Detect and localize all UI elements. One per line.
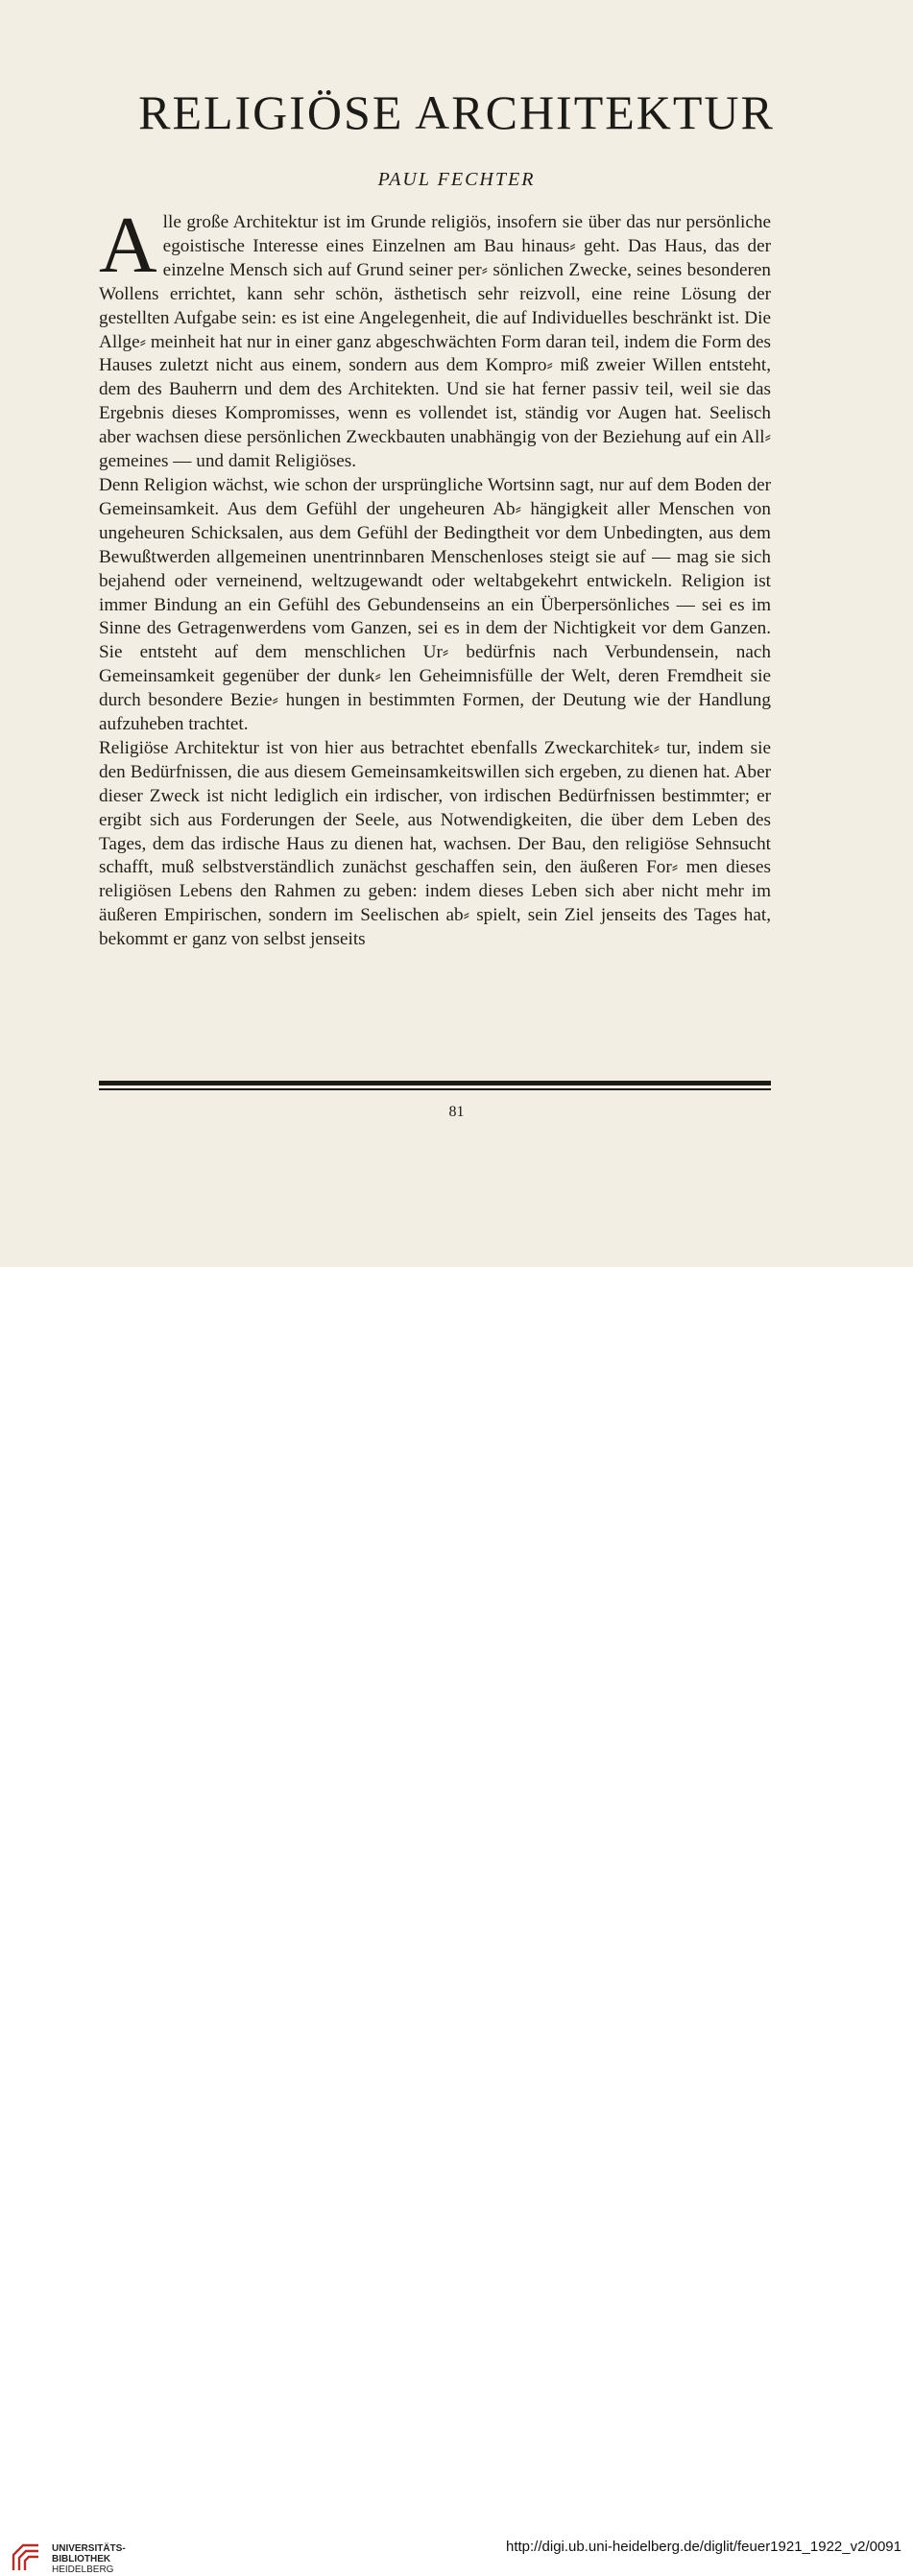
page-number: 81 (448, 1104, 465, 1120)
library-name[interactable] (52, 2543, 126, 2575)
paragraph-1 (99, 201, 771, 474)
paragraph-1-text: lle große Architektur ist im Grunde religiös, insofern sie über das nur persönliche egoistische Interesse eines Einzelnen am Bau hinaus⸗ geht. Das Haus, das der einzelne Mensch sich auf Grund seiner per⸗ sönlichen Zwecke, seines besonderen Wollens errichtet, kann sehr schön, ästhetisch sehr reizvoll, eine reine Lösung der gestellten Aufgabe sein: es ist eine Angelegenheit, die auf Individuelles beschränkt ist. Die Allge⸗ meinheit hat nur in einer ganz abgeschwächten Form daran teil, indem die Form des Hauses zuletzt nicht aus einem, sondern aus dem Kompro⸗ miß zweier Willen entsteht, dem des Bauherrn und dem des Architekten. Und sie hat ferner passiv teil, weil sie das Ergebnis dieses Kompromisses, wenn es vollendet ist, ständig vor Augen hat. Seelisch aber wachsen diese persönlichen Zweckbauten unabhängig von der Beziehung auf ein All⸗ gemeines — und damit Religiöses. (99, 212, 771, 472)
footer-rule-thick (99, 1081, 771, 1085)
library-logo-icon[interactable] (10, 2541, 44, 2576)
article-title: RELIGIÖSE ARCHITEKTUR (138, 85, 775, 139)
scanned-page (0, 0, 913, 1267)
footer-rule-thin (99, 1088, 771, 1090)
library-name-line2: BIBLIOTHEK (52, 2554, 111, 2564)
viewer-footer (0, 1267, 913, 2575)
author-name: PAUL FECHTER (377, 169, 536, 190)
library-name-line3: HEIDELBERG (52, 2564, 114, 2575)
paragraph-3: Religiöse Architektur ist von hier aus betrachtet ebenfalls Zweckarchitek⸗ tur, indem sie den Bedürfnissen, die aus diesem Gemeinsamkeitswillen sich ergeben, zu dienen hat. Aber dieser Zweck ist nicht lediglich ein irdischer, von irdischen Bedürfnissen bestimmter; er ergibt sich aus Forderungen der Seele, aus Notwendigkeiten, die über dem Leben des Tages, dem das irdische Haus zu dienen hat, wachsen. Der Bau, den religiöse Sehnsucht schafft, muß selbstverständlich zunächst geschaffen sein, den äußeren For⸗ men dieses religiösen Lebens den Rahmen zu geben: indem dieses Leben sich aber nicht mehr im äußeren Empirischen, sondern im Seelischen ab⸗ spielt, sein Ziel jenseits des Tages hat, bekommt er ganz von selbst jenseits (99, 737, 771, 950)
paragraph-2: Denn Religion wächst, wie schon der ursprüngliche Wortsinn sagt, nur auf dem Boden der Gemeinsamkeit. Aus dem Gefühl der ungeheuren Ab⸗ hängigkeit aller Menschen von ungeheuren Schicksalen, aus dem Gefühl der Bedingtheit vor dem Unbedingten, aus dem Bewußtwerden allgemeinen unentrinnbaren Menschenloses steigt sie auf — mag sie sich bejahend oder verneinend, weltzugewandt oder weltabgekehrt entwickeln. Religion ist immer Bindung an ein Gefühl des Gebundenseins an ein Überpersönliches — sei es im Sinne des Getragenwerdens vom Ganzen, sei es in dem der Nichtigkeit vor dem Ganzen. Sie entsteht auf dem menschlichen Ur⸗ bedürfnis nach Verbundensein, nach Gemeinsamkeit gegenüber der dunk⸗ len Geheimnisfülle der Welt, deren Fremdheit sie durch besondere Bezie⸗ hungen in bestimmten Formen, der Deutung wie der Handlung aufzuheben trachtet. (99, 474, 771, 735)
page-url-link[interactable]: http://digi.ub.uni-heidelberg.de/diglit/feuer1921_1922_v2/0091 (506, 2539, 901, 2555)
article-body (99, 201, 771, 952)
drop-cap: A (99, 201, 157, 290)
library-name-line1: UNIVERSITÄTS- (52, 2543, 126, 2554)
